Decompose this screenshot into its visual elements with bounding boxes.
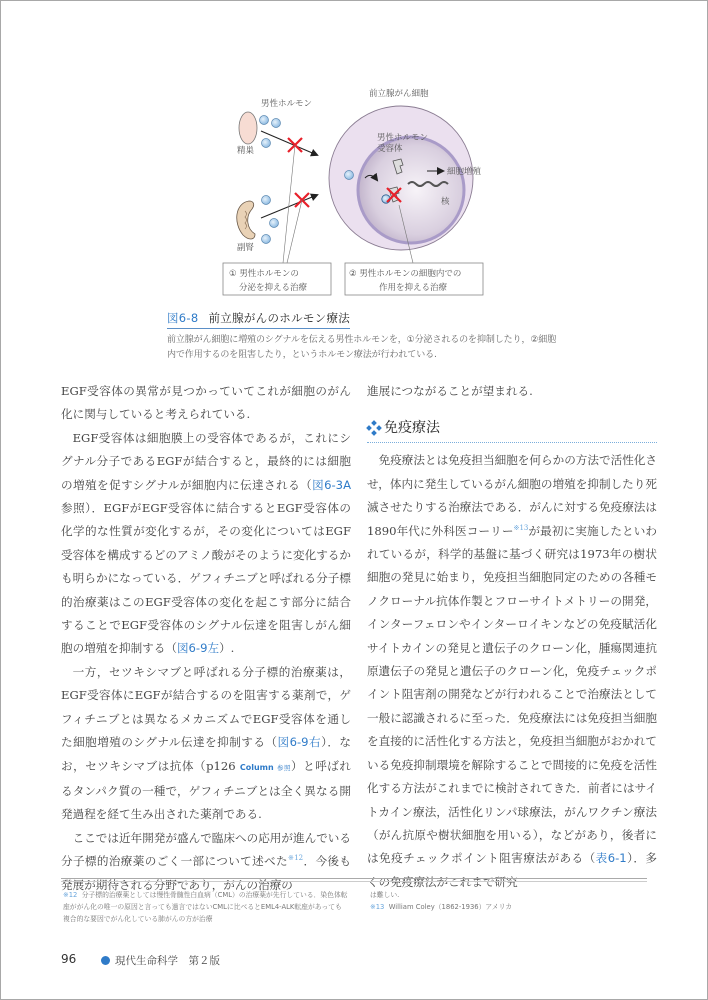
figure-ref-link[interactable]: 図6-9右 [277,735,322,750]
paragraph: EGF受容体は細胞膜上の受容体であるが，これにシグナル分子であるEGFが結合すると，最終的には細胞の増殖を促すシグナルが細胞内に伝達される（図6-3A参照）．EGFがEGF受容体に結合するとEGF受容体の化学的な性質が変化するが，その変化についてはEGF受容体を構成するどのアミノ酸がそのように変化するかも明らかになっている．ゲフィチニブと呼ばれる分子標的治療薬はこのEGF受容体の変化を起こす部分に結合することでEGF受容体のシグナル伝達を阻害しがん細胞の増殖を抑制する（図6-9左）. [61,430,351,656]
box2-line2: 作用を抑える治療 [379,283,448,293]
label-male-hormone: 男性ホルモン [261,99,313,109]
diamond-bullet-icon [367,421,381,435]
footnote-mark: ※13 [370,903,385,911]
footnote-continued [370,889,650,913]
hormone-icon [262,139,271,148]
footnote-text: 分子標的治療薬としては慢性骨髄性白血病（CML）の治療薬が先行している．染色体転座ががん化の唯一の原因と言っても過言ではないCMLに比べるとEML4-ALK転座があっても複合的な要因でがん化している肺がんの方が治療 [63,891,348,923]
label-receptor-2: 受容体 [377,144,403,154]
label-nucleus: 核 [441,197,450,207]
section-heading [367,417,657,443]
column-ref-link[interactable]: Column 参照 [239,762,291,772]
caption-text: 前立腺がん細胞に増殖のシグナルを伝える男性ホルモンを，①分泌されるのを抑制したり，②細胞内で作用するのを阻害したり，というホルモン療法が行われている. [167,335,557,360]
adrenal-icon [237,201,255,239]
paragraph: ここでは近年開発が盛んで臨床への応用が進んでいる分子標的治療薬のごく一部について述べた$^{※12}$．今後も発展が期待される分野であり，がんの治療の [61,830,351,892]
label-proliferation: 細胞増殖 [447,167,482,177]
box1-line2: 分泌を抑える治療 [239,283,308,293]
nucleus-shape [358,137,464,243]
paragraph: 一方，セツキシマブと呼ばれる分子標的治療薬は，EGF受容体にEGFが結合するのを阻害する薬剤で，ゲフィチニブとは異なるメカニズムでEGF受容体を通した細胞増殖のシグナル伝達を抑制する（図6-9右）．なお，セツキシマブは抗体（p126 Column 参照）と呼ばれるタンパク質の一種で，ゲフィチニブとは全く異なる開発過程を経て生み出された薬剤である. [61,664,352,822]
label-adrenal: 副腎 [237,243,255,253]
footnote-13 [370,901,650,913]
paragraph: 進展につながることが望まれる. [367,384,533,398]
footnote-ref[interactable]: ※13 [513,523,529,532]
caption-number: 図6-8 [167,311,199,325]
box1-line1: ① 男性ホルモンの [229,269,299,279]
paragraph: 免疫療法とは免疫担当細胞を何らかの方法で活性化させ，体内に発生しているがん細胞の増殖を抑制したり死滅させたりする治療法である．がんに対する免疫療法は1890年代に外科医コーリー$^{※13}$が最初に実施したといわれているが，科学的基盤に基づく研究は1973年の樹状細胞の発見に始まり，免疫担当細胞同定のための各種モノクローナル抗体作製とフローサイトメトリーの開発，インターフェロンやインターロイキンなどの免疫賦活化サイトカインの発見と遺伝子のクローン化，腫瘍関連抗原遺伝子の発見と遺伝子のクローン化，免疫チェックポイント阻害剤の開発などが行われることで治療法として一般に認識されるに至った．免疫療法には免疫担当細胞を直接的に活性化する方法と，免疫担当細胞がおかれている免疫抑制環境を解除することで間接的に免疫を活性化する方法がこれまでに検討されてきた．前者にはサイトカイン療法，活性化リンパ球療法，がんワクチン療法（がん抗原や樹状細胞を用いる），などがあり，後者には免疫チェックポイント阻害療法がある（表6-1）．多くの免疫療法がこれまで研究 [367,453,658,889]
hormone-icon [262,196,271,205]
footnote-rule [61,878,647,879]
table-ref-link[interactable]: 表6-1 [595,851,627,866]
paragraph: EGF受容体の異常が見つかっていてこれが細胞のがん化に関与していると考えられている. [61,384,351,422]
hormone-icon [262,235,271,244]
label-receptor-1: 男性ホルモン [377,133,429,143]
right-column [367,380,657,894]
left-column [61,380,351,897]
footnote-text: は難しい. [370,891,400,899]
figure-hormone-therapy [221,83,493,298]
testis-icon [239,112,257,144]
figure-ref-link[interactable]: 図6-9左 [176,641,220,656]
footnote-rule [61,881,647,882]
hormone-icon [272,119,281,128]
book-title: 現代生命科学 第２版 [101,953,220,968]
bullet-dot-icon [101,956,110,965]
footnote-ref[interactable]: ※12 [288,854,304,863]
section-title: 免疫療法 [384,420,440,437]
label-cancer-cell: 前立腺がん細胞 [369,89,429,99]
box2-line1: ② 男性ホルモンの細胞内での [349,269,462,279]
label-testis: 精巣 [237,146,255,156]
hormone-icon [270,219,279,228]
figure-caption [167,307,557,363]
footnote-mark: ※12 [63,891,78,899]
footnote-text: William Coley（1862-1936）アメリカ [388,903,513,911]
caption-title-line [167,310,350,329]
figure-ref-link[interactable]: 図6-3A [312,477,351,492]
caption-title: 前立腺がんのホルモン療法 [208,311,351,325]
hormone-icon [260,116,269,125]
footnote-12 [63,889,348,925]
page-number: 96 [61,952,77,966]
hormone-icon [345,171,354,180]
figure-diagram [221,83,493,298]
